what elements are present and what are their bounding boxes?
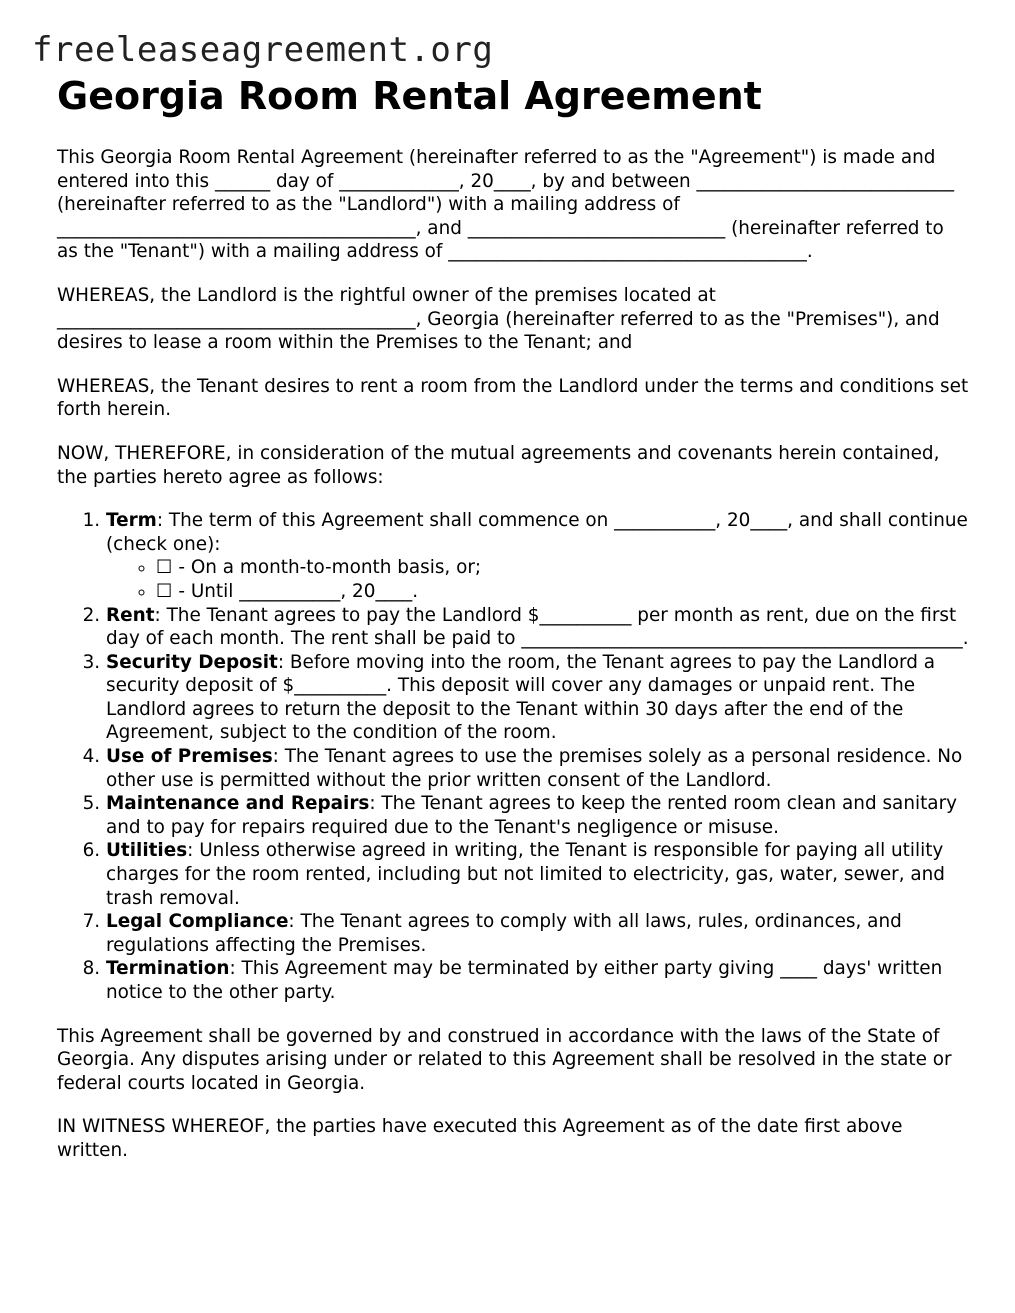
term-text: : Before moving into the room, the Tenant agrees to pay the Landlord a security deposit of $__________. This deposit will cover any damages or unpaid rent. The Landlord agrees to return the deposit to the Tenant within 30 days after the end of the Agreement, subject to the condition of the room.: [106, 651, 936, 744]
terms-list: [57, 509, 969, 1004]
now-therefore-paragraph: NOW, THEREFORE, in consideration of the mutual agreements and covenants herein contained, the parties hereto agree as follows:: [57, 442, 940, 488]
term-text: : The Tenant agrees to comply with all laws, rules, ordinances, and regulations affecting the Premises.: [106, 911, 902, 956]
term-heading: Maintenance and Repairs: [106, 793, 370, 815]
term-text: : The Tenant agrees to keep the rented room clean and sanitary and to pay for repairs required due to the Tenant's negligence or misuse.: [106, 793, 958, 838]
term-item-term: [106, 509, 969, 603]
term-heading: Legal Compliance: [106, 911, 289, 933]
term-heading: Rent: [106, 604, 155, 626]
term-heading: Use of Premises: [106, 746, 273, 768]
site-name: freeleaseagreement.org: [32, 30, 494, 70]
governing-law-paragraph: This Agreement shall be governed by and construed in accordance with the laws of the State of Georgia. Any disputes arising under or related to this Agreement shall be resolved in the state or federal courts located in Georgia.: [57, 1025, 952, 1094]
whereas-owner-paragraph: WHEREAS, the Landlord is the rightful owner of the premises located at _______________________________________, Georgia (hereinafter referred to as the "Premises"), and desires to lease a room within the Premises to the Tenant; and: [57, 284, 940, 354]
term-heading: Utilities: [106, 840, 188, 862]
term-option-until-date: ◦ ☐ - Until ___________, 20____.: [156, 580, 969, 604]
agreement-body: [57, 146, 969, 1183]
term-item-maintenance: [106, 792, 969, 839]
document-title: Georgia Room Rental Agreement: [57, 74, 762, 118]
term-item-utilities: [106, 839, 969, 910]
intro-paragraph: This Georgia Room Rental Agreement (hereinafter referred to as the "Agreement") is made and entered into this ______ day of _____________, 20____, by and between ____________________________ (hereinafter referred to as the "Landlord") with a mailing address of _______________________________________, and ____________________________ (hereinafter referred to as the "Tenant") with a mailing address of _______________________________________.: [57, 147, 955, 263]
term-item-legal-compliance: [106, 910, 969, 957]
term-item-security-deposit: [106, 651, 969, 745]
term-text: : This Agreement may be terminated by either party giving ____ days' written notice to the other party.: [106, 958, 943, 1003]
witness-paragraph: IN WITNESS WHEREOF, the parties have executed this Agreement as of the date first above written.: [57, 1116, 903, 1161]
term-text: : The Tenant agrees to pay the Landlord $__________ per month as rent, due on the first day of each month. The rent shall be paid to ________________________________________________.: [106, 604, 969, 650]
term-item-use-of-premises: [106, 745, 969, 792]
term-options-list: [106, 556, 969, 603]
term-heading: Security Deposit: [106, 651, 278, 673]
term-item-rent: [106, 604, 969, 651]
term-item-termination: [106, 957, 969, 1004]
term-text: : The term of this Agreement shall commence on ___________, 20____, and shall continue (check one):: [106, 510, 968, 555]
term-option-month-to-month: ◦ ☐ - On a month-to-month basis, or;: [156, 556, 969, 580]
whereas-tenant-paragraph: WHEREAS, the Tenant desires to rent a room from the Landlord under the terms and conditions set forth herein.: [57, 375, 969, 421]
term-heading: Termination: [106, 958, 230, 980]
term-text: : The Tenant agrees to use the premises solely as a personal residence. No other use is permitted without the prior written consent of the Landlord.: [106, 746, 963, 791]
term-heading: Term: [106, 510, 157, 532]
term-text: : Unless otherwise agreed in writing, the Tenant is responsible for paying all utility charges for the room rented, including but not limited to electricity, gas, water, sewer, and trash removal.: [106, 840, 945, 909]
